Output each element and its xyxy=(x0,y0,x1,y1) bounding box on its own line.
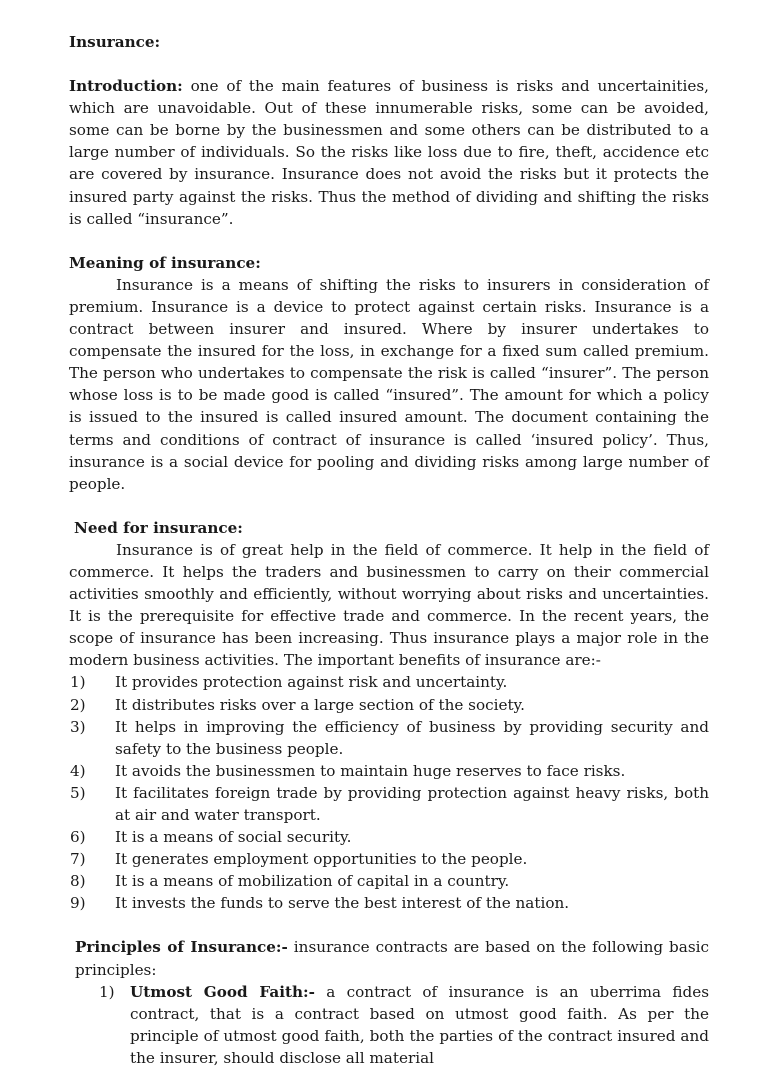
list-item: 5) It facilitates foreign trade by providing protection against heavy risks, both at air and water transport. xyxy=(70,783,709,824)
principle-number: 1) xyxy=(99,982,115,1001)
meaning-paragraph: Insurance is a means of shifting the risks to insurers in consideration of premium. Insurance is a device to protect against certain risks. Insurance is a contract between insurer and insured. Where by insurer undertakes to compensate the insured for the loss, in exchange for a fixed sum called premium. The person who undertakes to compensate the risk is called “insurer”. The person whose loss is to be made good is called “insured”. The amount for which a policy is issued to the insured is called insured amount. The document containing the terms and conditions of contract of insurance is called ‘insured policy’. Thus, insurance is a social device for pooling and dividing risks among large number of people. xyxy=(69,275,709,493)
principles-text: insurance contracts are based on the following basic principles: xyxy=(75,938,709,979)
list-item: 7) It generates employment opportunities to the people. xyxy=(70,850,528,869)
list-item: 3) It helps in improving the efficiency of business by providing security and safety to the business people. xyxy=(70,717,709,758)
intro-heading: Introduction: xyxy=(69,77,183,96)
principles-paragraph xyxy=(69,936,709,980)
document-title: Insurance: xyxy=(69,33,161,51)
meaning-heading: Meaning of insurance: xyxy=(69,253,261,272)
benefits-list xyxy=(69,671,709,914)
list-item: 4) It avoids the businessmen to maintain huge reserves to face risks. xyxy=(70,761,626,780)
list-item: 6) It is a means of social security. xyxy=(70,828,352,847)
need-heading: Need for insurance: xyxy=(74,518,243,537)
list-item: 9) It invests the funds to serve the best interest of the nation. xyxy=(70,894,570,913)
intro-paragraph xyxy=(69,75,709,230)
intro-text: one of the main features of business is risks and uncertainities, which are unavoidable. Out of these innumerable risks, some can be avoided, some can be borne by the businessmen and some others can be distributed to a large number of individuals. So the risks like loss due to fire, theft, accidence etc are covered by insurance. Insurance does not avoid the risks but it protects the insured party against the risks. Thus the method of dividing and shifting the risks is called “insurance”. xyxy=(69,77,709,228)
principle-text: Utmost Good Faith:- a contract of insurance is an uberrima fides contract, that is a contract based on utmost good faith. As per the principle of utmost good faith, both the parties of the contract insured and the insurer, should disclose all material xyxy=(130,982,709,1067)
principles-heading: Principles of Insurance:- xyxy=(75,938,288,957)
need-paragraph: Insurance is of great help in the field of commerce. It help in the field of commerce. It helps the traders and businessmen to carry on their commercial activities smoothly and efficiently, without worrying about risks and uncertainties. It is the prerequisite for effective trade and commerce. In the recent years, the scope of insurance has been increasing. Thus insurance plays a major role in the modern business activities. The important benefits of insurance are:- xyxy=(69,540,709,670)
list-item: 8) It is a means of mobilization of capital in a country. xyxy=(70,872,510,891)
principle-heading: Utmost Good Faith:- xyxy=(130,982,315,1001)
document-body xyxy=(69,31,709,1069)
list-item: 2) It distributes risks over a large section of the society. xyxy=(70,695,525,714)
principle-item xyxy=(69,981,709,1069)
list-item: 1) It provides protection against risk and uncertainty. xyxy=(70,673,508,692)
